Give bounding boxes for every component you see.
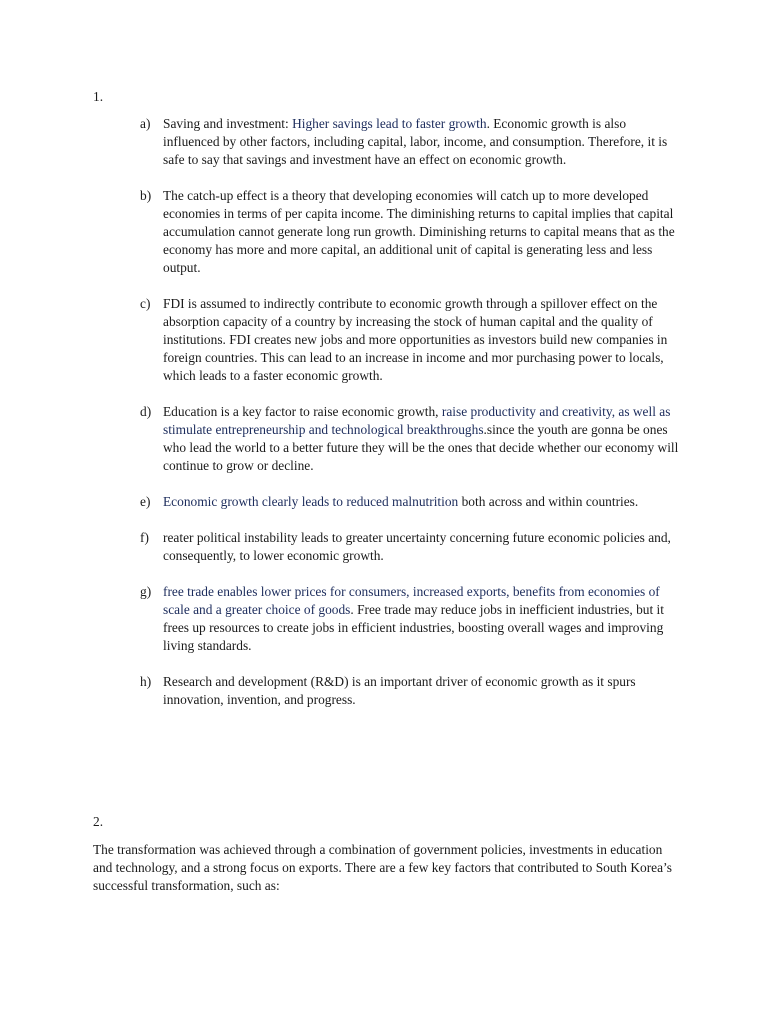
- answer-item-b: [140, 187, 680, 277]
- item-marker: d): [140, 404, 152, 419]
- item-lead-text: Education is a key factor to raise economic growth,: [163, 404, 442, 419]
- item-highlighted-text: Higher savings lead to faster growth: [292, 116, 487, 131]
- question-1-number: 1.: [93, 89, 104, 104]
- item-body-text: FDI is assumed to indirectly contribute to economic growth through a spillover effect on the absorption capacity of a country by increasing the stock of human capital and the quality of institutions. FDI creates new jobs and more opportunities as investors build new companies in foreign countries. This can lead to an increase in income and mor purchasing power to locals, which leads to a faster economic growth.: [163, 296, 668, 383]
- item-marker: e): [140, 494, 151, 509]
- item-body-text: . Free trade may reduce jobs in inefficient industries, but it frees up resources to create jobs in efficient industries, boosting overall wages and improving living standards.: [163, 602, 664, 653]
- item-body-text: Research and development (R&D) is an important driver of economic growth as it spurs innovation, invention, and progress.: [163, 674, 636, 707]
- item-body-text: both across and within countries.: [458, 494, 639, 509]
- question-2-paragraph: The transformation was achieved through a combination of government policies, investments in education and technology, and a strong focus on exports. There are a few key factors that contributed to South Korea’s successful transformation, such as:: [93, 842, 672, 893]
- item-marker: a): [140, 116, 151, 131]
- item-body-text: reater political instability leads to greater uncertainty concerning future economic policies and, consequently, to lower economic growth.: [163, 530, 671, 563]
- item-body-text: .since the youth are gonna be ones who lead the world to a better future they will be the ones that decide whether our economy will continue to grow or decline.: [163, 422, 679, 473]
- item-body-text: . Economic growth is also influenced by other factors, including capital, labor, income, and consumption. Therefore, it is safe to say that savings and investment have an effect on economic growth.: [163, 116, 668, 167]
- answer-item-a: [140, 115, 680, 169]
- answer-item-c: [140, 295, 680, 385]
- item-highlighted-text: Economic growth clearly leads to reduced malnutrition: [163, 494, 459, 509]
- answer-item-e: [140, 493, 680, 511]
- item-highlighted-text: raise productivity and creativity, as well as stimulate entrepreneurship and technological breakthroughs: [163, 404, 671, 437]
- item-marker: h): [140, 674, 152, 689]
- item-marker: g): [140, 584, 152, 599]
- item-marker: f): [140, 530, 149, 545]
- answer-item-g: [140, 583, 680, 655]
- answer-item-f: [140, 529, 680, 565]
- item-highlighted-text: free trade enables lower prices for consumers, increased exports, benefits from economies of scale and a greater choice of goods: [163, 584, 660, 617]
- question-2-number: 2.: [93, 814, 104, 829]
- item-lead-text: Saving and investment:: [163, 116, 293, 131]
- answer-list: [140, 115, 680, 727]
- answer-item-h: [140, 673, 680, 709]
- answer-item-d: [140, 403, 680, 475]
- item-body-text: The catch-up effect is a theory that developing economies will catch up to more developed economies in terms of per capita income. The diminishing returns to capital implies that capital accumulation cannot generate long run growth. Diminishing returns to capital means that as the economy has more and more capital, an additional unit of capital is generating less and less output.: [163, 188, 675, 275]
- item-marker: b): [140, 188, 152, 203]
- item-marker: c): [140, 296, 151, 311]
